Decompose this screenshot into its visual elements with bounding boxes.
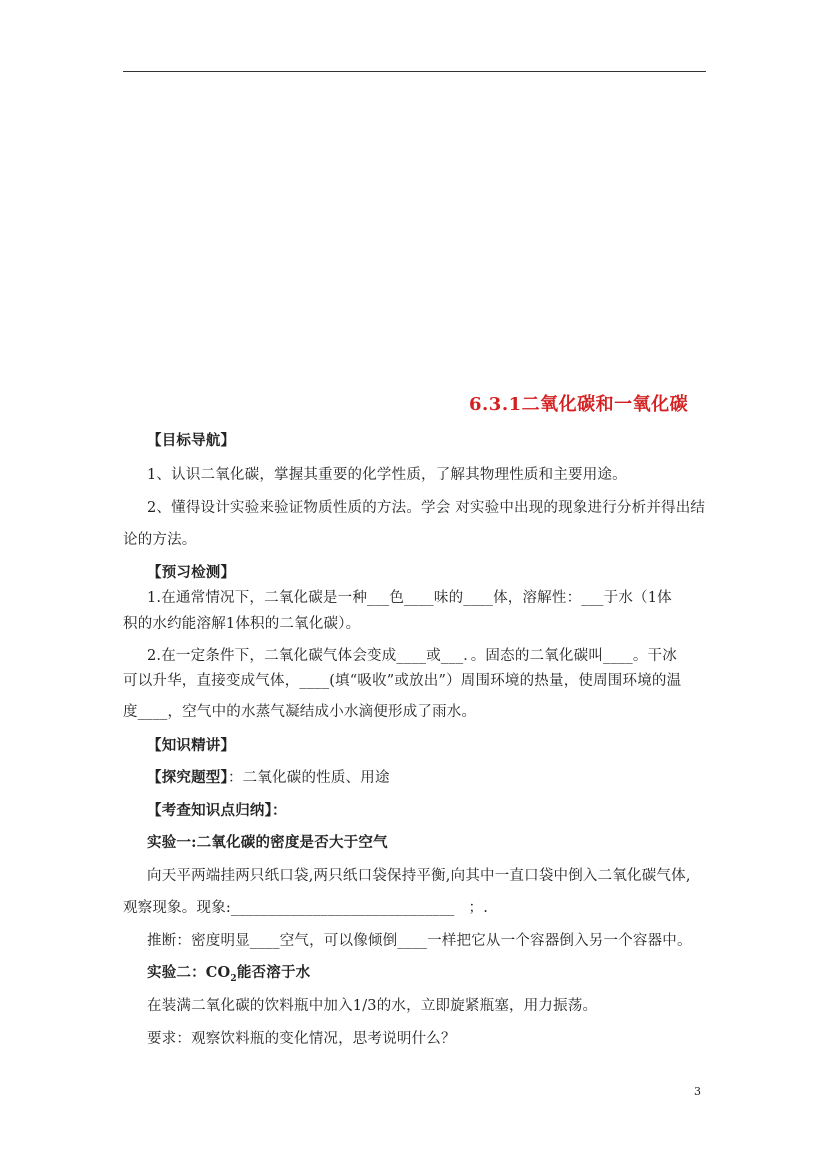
- observation-label: 观察现象。现象:: [123, 900, 231, 916]
- goal-item-2-line-2: 论的方法。: [123, 532, 197, 548]
- experiment-1-inference: 推断：密度明显____空气，可以像倾倒____一样把它从一个容器倒入另一个容器中。: [147, 933, 692, 949]
- preview-item-2-line-2: 可以升华，直接变成气体，____(填“吸收”或放出”）周围环境的热量，使周围环境的温: [123, 673, 682, 689]
- experiment-1-line-2: [123, 898, 488, 918]
- preview-heading: 【预习检测】: [147, 564, 236, 581]
- observation-blank: ______________________________: [231, 900, 455, 916]
- preview-item-2-line-1: 2.在一定条件下，二氧化碳气体会变成____或___．。固态的二氧化碳叫____。干冰: [147, 648, 677, 664]
- explore-line: [147, 768, 390, 788]
- summary-heading: 【考查知识点归纳】：: [147, 802, 287, 819]
- preview-item-2-line-3: 度____，空气中的水蒸气凝结成小水滴便形成了雨水。: [123, 704, 477, 720]
- experiment-2-requirement: 要求：观察饮料瓶的变化情况，思考说明什么？: [147, 1031, 456, 1047]
- page-title: 6.3.1二氧化碳和一氧化碳: [469, 394, 689, 415]
- preview-item-1-line-2: 积的水约能溶解1体积的二氧化碳）。: [123, 616, 361, 632]
- header-rule: [123, 71, 706, 72]
- experiment-2-title-b: 能否溶于水: [236, 964, 311, 981]
- explore-text: ：二氧化碳的性质、用途: [227, 770, 390, 786]
- preview-item-1-line-1: 1.在通常情况下，二氧化碳是一种___色____味的____体，溶解性：___于水（1体: [147, 590, 672, 606]
- goal-item-1: 1、认识二氧化碳，掌握其重要的化学性质，了解其物理性质和主要用途。: [147, 467, 627, 483]
- experiment-2-title: [147, 963, 310, 989]
- knowledge-heading: 【知识精讲】: [147, 737, 236, 754]
- observation-end: ；.: [468, 900, 489, 916]
- experiment-2-procedure: 在装满二氧化碳的饮料瓶中加入1/3的水，立即旋紧瓶塞，用力振荡。: [147, 998, 598, 1014]
- experiment-2-title-a: 实验二：CO: [147, 964, 231, 981]
- experiment-1-line-1: 向天平两端挂两只纸口袋,两只纸口袋保持平衡,向其中一直口袋中倒入二氧化碳气体,: [147, 868, 691, 884]
- goal-heading: 【目标导航】: [147, 432, 236, 449]
- page-number: 3: [694, 1085, 701, 1098]
- experiment-2-title-sub: 2: [230, 973, 237, 984]
- experiment-1-title: 实验一:二氧化碳的密度是否大于空气: [147, 834, 388, 851]
- explore-label: 【探究题型】: [147, 769, 228, 786]
- goal-item-2-line-1: 2、懂得设计实验来验证物质性质的方法。学会 对实验中出现的现象进行分析并得出结: [147, 500, 706, 516]
